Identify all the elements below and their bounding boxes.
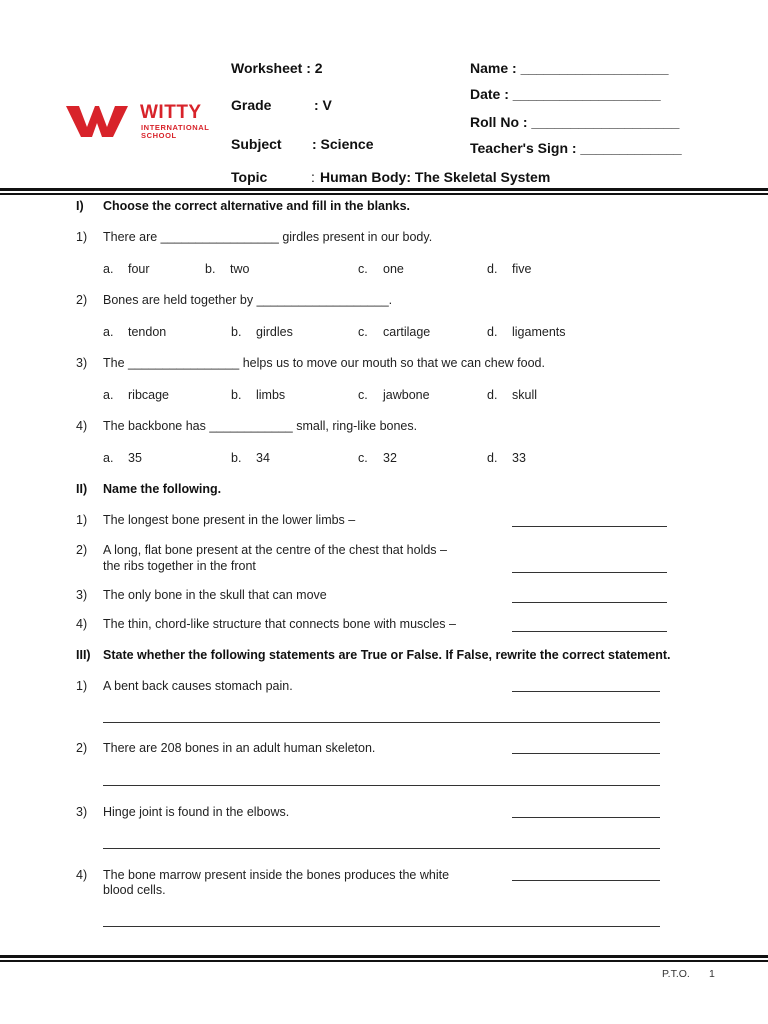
option-letter: b. — [231, 451, 242, 465]
option-letter: d. — [487, 325, 498, 339]
question-text: The backbone has ____________ small, ring-like bones. — [103, 419, 418, 433]
correction-line[interactable] — [103, 848, 660, 849]
topic-colon: : — [311, 169, 315, 185]
question-number: 3) — [76, 805, 88, 819]
section-number: I) — [76, 199, 84, 213]
option-text: two — [230, 262, 250, 276]
topic-value: Human Body: The Skeletal System — [320, 169, 551, 185]
option-text: 35 — [128, 451, 142, 465]
answer-blank[interactable] — [512, 631, 667, 632]
witty-w-mark-icon — [66, 103, 128, 139]
option-letter: a. — [103, 325, 114, 339]
section-title: State whether the following statements are True or False. If False, rewrite the correct statement. — [103, 648, 671, 662]
option-text: ribcage — [128, 388, 169, 402]
question-text: The longest bone present in the lower limbs – — [103, 513, 356, 527]
option-text: 32 — [383, 451, 397, 465]
question-number: 4) — [76, 868, 88, 882]
question-text: The ________________ helps us to move our mouth so that we can chew food. — [103, 356, 545, 370]
question-text: The bone marrow present inside the bones produces the white — [103, 868, 450, 882]
option-letter: c. — [358, 325, 368, 339]
question-text-continued: the ribs together in the front — [103, 559, 256, 573]
question-number: 1) — [76, 230, 88, 244]
option-text: four — [128, 262, 150, 276]
question-number: 1) — [76, 513, 88, 527]
option-text: 34 — [256, 451, 270, 465]
pto-label: P.T.O. — [662, 968, 690, 980]
question-number: 2) — [76, 543, 88, 557]
question-number: 1) — [76, 679, 88, 693]
option-text: 33 — [512, 451, 526, 465]
date-field: Date : ___________________ — [470, 86, 661, 102]
option-letter: a. — [103, 262, 114, 276]
option-letter: c. — [358, 388, 368, 402]
section-number: II) — [76, 482, 88, 496]
question-number: 4) — [76, 419, 88, 433]
footer-divider-thin — [0, 960, 768, 962]
worksheet-number: Worksheet : 2 — [231, 60, 323, 76]
question-text: The only bone in the skull that can move — [103, 588, 327, 602]
true-false-blank[interactable] — [512, 753, 660, 754]
section-title: Choose the correct alternative and fill in the blanks. — [103, 199, 411, 213]
question-number: 3) — [76, 588, 88, 602]
logo-line1: INTERNATIONAL — [141, 123, 210, 132]
option-text: ligaments — [512, 325, 566, 339]
option-letter: c. — [358, 451, 368, 465]
answer-blank[interactable] — [512, 572, 667, 573]
option-letter: b. — [231, 388, 242, 402]
question-text: Hinge joint is found in the elbows. — [103, 805, 290, 819]
roll-no-field: Roll No : ___________________ — [470, 114, 680, 130]
header-divider-thin — [0, 193, 768, 195]
name-field: Name : ___________________ — [470, 60, 669, 76]
question-number: 2) — [76, 741, 88, 755]
question-text: Bones are held together by ___________________. — [103, 293, 393, 307]
question-number: 2) — [76, 293, 88, 307]
option-text: girdles — [256, 325, 293, 339]
page-number: 1 — [709, 968, 715, 980]
grade-label: Grade — [231, 97, 272, 113]
logo-name: WITTY — [140, 102, 202, 123]
grade-value: : V — [314, 97, 332, 113]
correction-line[interactable] — [103, 785, 660, 786]
option-text: five — [512, 262, 532, 276]
question-number: 4) — [76, 617, 88, 631]
true-false-blank[interactable] — [512, 880, 660, 881]
option-letter: a. — [103, 388, 114, 402]
section-number: III) — [76, 648, 91, 662]
option-letter: a. — [103, 451, 114, 465]
question-text-continued: blood cells. — [103, 883, 166, 897]
option-text: limbs — [256, 388, 286, 402]
option-letter: d. — [487, 388, 498, 402]
question-text: There are _________________ girdles present in our body. — [103, 230, 433, 244]
logo-line2: SCHOOL — [141, 131, 177, 140]
header-divider-thick — [0, 188, 768, 191]
option-text: jawbone — [383, 388, 430, 402]
section-title: Name the following. — [103, 482, 222, 496]
option-letter: d. — [487, 262, 498, 276]
option-letter: b. — [205, 262, 216, 276]
topic-label: Topic — [231, 169, 268, 185]
option-text: skull — [512, 388, 538, 402]
subject-label: Subject — [231, 136, 282, 152]
option-text: cartilage — [383, 325, 431, 339]
true-false-blank[interactable] — [512, 691, 660, 692]
correction-line[interactable] — [103, 926, 660, 927]
question-number: 3) — [76, 356, 88, 370]
correction-line[interactable] — [103, 722, 660, 723]
option-text: tendon — [128, 325, 167, 339]
option-letter: c. — [358, 262, 368, 276]
question-text: The thin, chord-like structure that connects bone with muscles – — [103, 617, 456, 631]
question-text: A bent back causes stomach pain. — [103, 679, 293, 693]
true-false-blank[interactable] — [512, 817, 660, 818]
question-text: There are 208 bones in an adult human skeleton. — [103, 741, 376, 755]
footer-divider-thick — [0, 955, 768, 958]
option-letter: b. — [231, 325, 242, 339]
answer-blank[interactable] — [512, 526, 667, 527]
question-text: A long, flat bone present at the centre of the chest that holds – — [103, 543, 447, 557]
answer-blank[interactable] — [512, 602, 667, 603]
subject-value: : Science — [312, 136, 374, 152]
option-letter: d. — [487, 451, 498, 465]
option-text: one — [383, 262, 404, 276]
teacher-sign-field: Teacher's Sign : _____________ — [470, 140, 682, 156]
